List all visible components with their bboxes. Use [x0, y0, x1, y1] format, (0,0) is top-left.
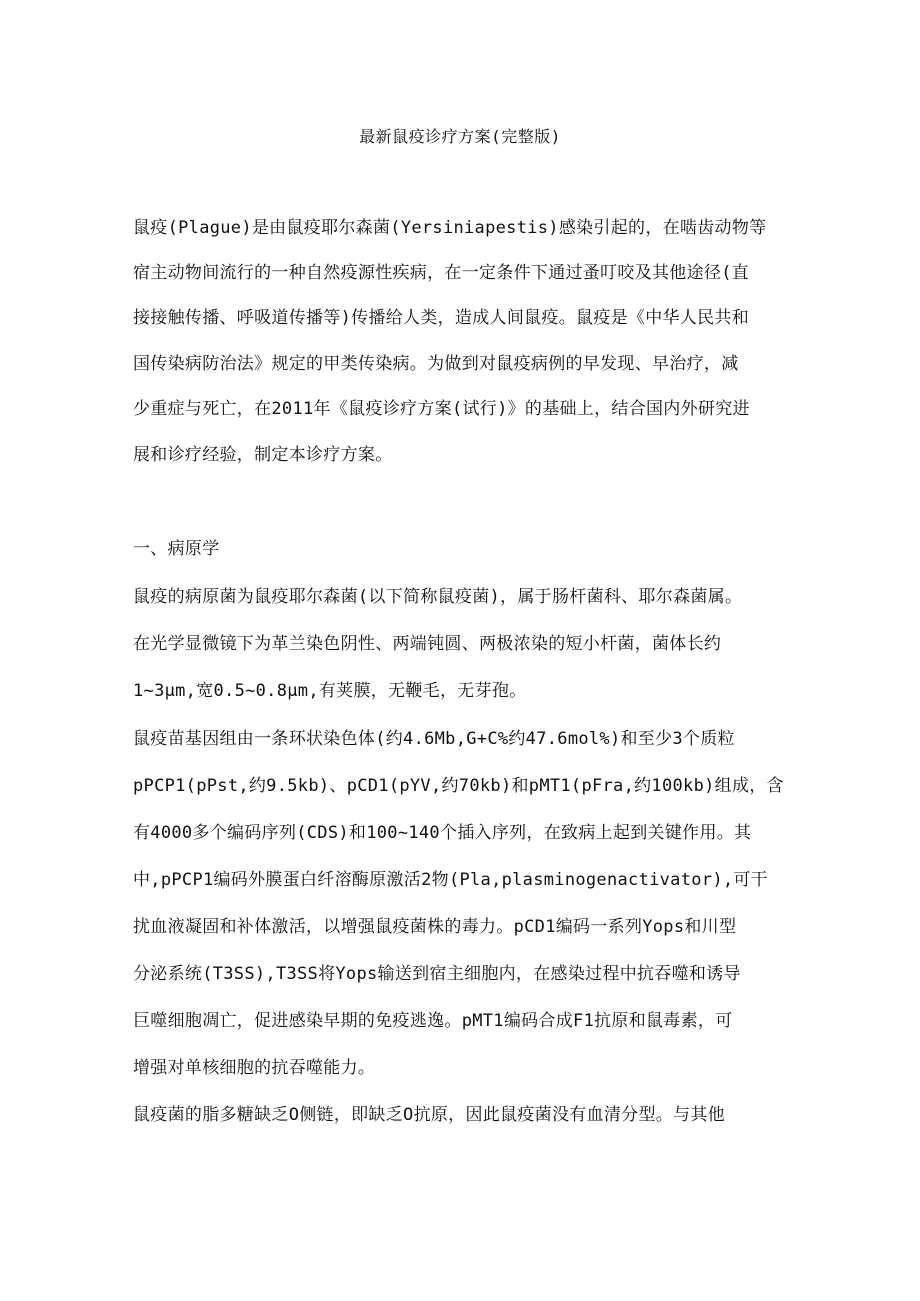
- paragraph-line: pPCP1(pPst,约9.5kb)、pCD1(pYV,约70kb)和pMT1(pFra,约100kb)组成，含: [133, 776, 784, 796]
- paragraph-line: 鼠疫苗基因组由一条环状染色体(约4.6Mb,G+C%约47.6mol%)和至少3个质粒: [133, 729, 735, 749]
- section-heading: 一、病原学: [133, 539, 220, 559]
- intro-line: 鼠疫(Plague)是由鼠疫耶尔森菌(Yersiniapestis)感染引起的，在啮齿动物等: [133, 218, 767, 238]
- paragraph-line: 中,pPCP1编码外膜蛋白纤溶酶原激活2物(Pla,plasminogenactivator),可干: [133, 870, 768, 890]
- intro-line: 接接触传播、呼吸道传播等)传播给人类，造成人间鼠疫。鼠疫是《中华人民共和: [133, 308, 750, 328]
- paragraph-line: 在光学显微镜下为革兰染色阴性、两端钝圆、两极浓染的短小杆菌，菌体长约: [133, 634, 722, 654]
- document-title: 最新鼠疫诊疗方案(完整版): [359, 127, 561, 146]
- paragraph-line: 1~3μm,宽0.5~0.8μm,有荚膜，无鞭毛，无芽孢。: [133, 681, 527, 701]
- paragraph-line: 分泌系统(T3SS),T3SS将Yops输送到宿主细胞内，在感染过程中抗吞噬和诱导: [133, 964, 741, 984]
- paragraph-line: 巨噬细胞凋亡，促进感染早期的免疫逃逸。pMT1编码合成F1抗原和鼠毒素，可: [133, 1011, 733, 1031]
- paragraph-line: 扰血液凝固和补体激活，以增强鼠疫菌株的毒力。pCD1编码一系列Yops和川型: [133, 917, 737, 937]
- intro-line: 宿主动物间流行的一种自然疫源性疾病，在一定条件下通过蚤叮咬及其他途径(直: [133, 263, 750, 283]
- paragraph-line: 鼠疫菌的脂多糖缺乏O侧链，即缺乏O抗原，因此鼠疫菌没有血清分型。与其他: [133, 1105, 725, 1125]
- intro-line: 展和诊疗经验，制定本诊疗方案。: [133, 445, 393, 465]
- intro-line: 国传染病防治法》规定的甲类传染病。为做到对鼠疫病例的早发现、早治疗，减: [133, 354, 739, 374]
- paragraph-line: 增强对单核细胞的抗吞噬能力。: [133, 1058, 376, 1078]
- paragraph-line: 有4000多个编码序列(CDS)和100~140个插入序列，在致病上起到关键作用。其: [133, 823, 752, 843]
- paragraph-line: 鼠疫的病原菌为鼠疫耶尔森菌(以下简称鼠疫菌)，属于肠杆菌科、耶尔森菌属。: [133, 587, 743, 607]
- intro-line: 少重症与死亡，在2011年《鼠疫诊疗方案(试行)》的基础上，结合国内外研究进: [133, 399, 750, 419]
